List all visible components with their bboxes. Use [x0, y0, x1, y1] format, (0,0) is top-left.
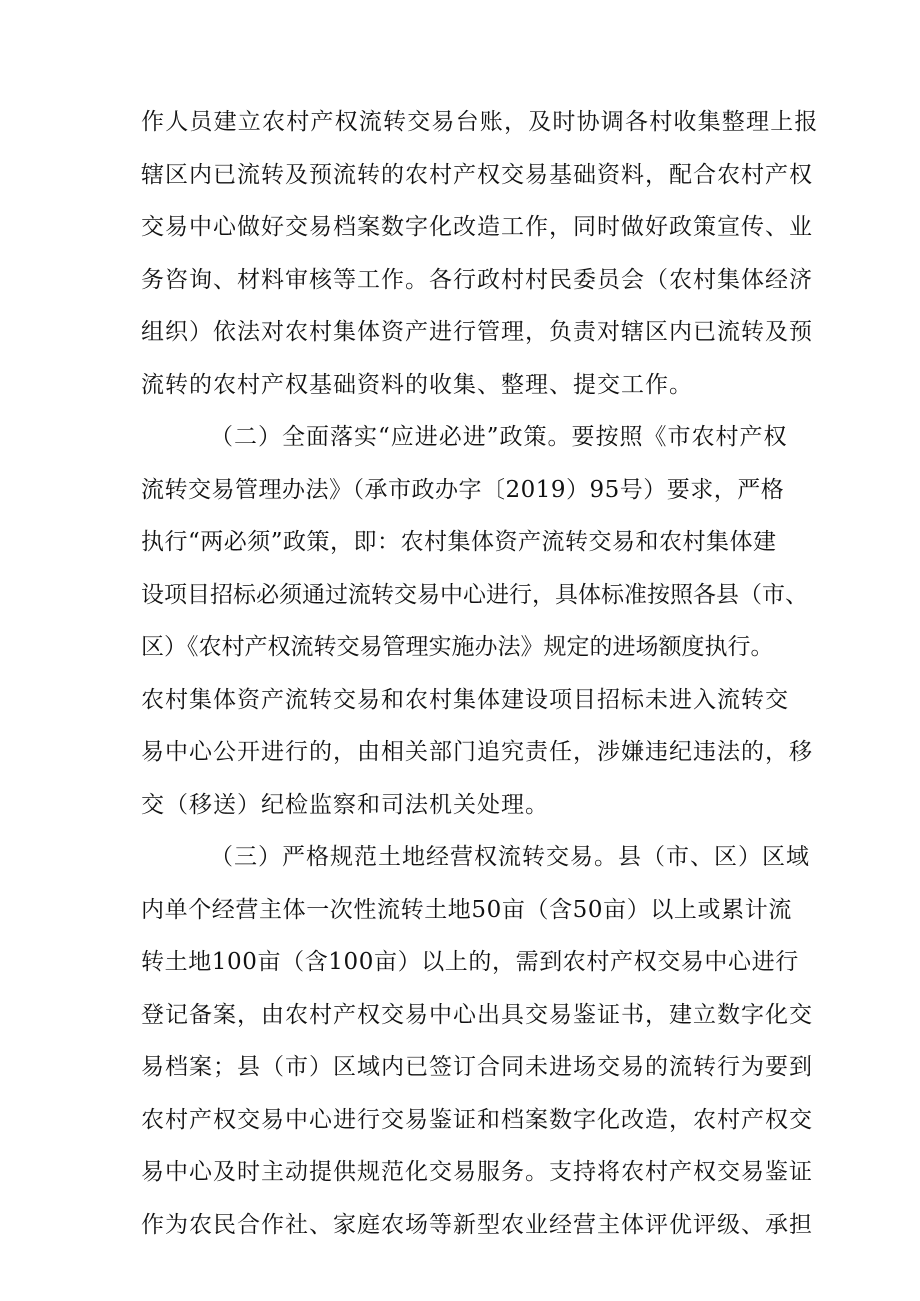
text-line: 执行“两必须”政策，即：农村集体资产流转交易和农村集体建 [141, 529, 777, 555]
text-line: 组织）依法对农村集体资产进行管理，负责对辖区内已流转及预 [141, 319, 813, 345]
text-line: 农村产权交易中心进行交易鉴证和档案数字化改造，农村产权交 [141, 1107, 813, 1133]
text-line: 作为农民合作社、家庭农场等新型农业经营主体评优评级、承担 [141, 1212, 813, 1238]
text-line: 登记备案，由农村产权交易中心出具交易鉴证书，建立数字化交 [141, 1002, 813, 1028]
text-line: 辖区内已流转及预流转的农村产权交易基础资料，配合农村产权 [141, 162, 813, 188]
text-line: 务咨询、材料审核等工作。各行政村村民委员会（农村集体经济 [141, 267, 813, 293]
text-line: 交（移送）纪检监察和司法机关处理。 [141, 792, 549, 818]
text-line: 农村集体资产流转交易和农村集体建设项目招标未进入流转交 [141, 687, 789, 713]
paragraph-heading-3: （三）严格规范土地经营权流转交易。县（市、区）区域 [210, 844, 810, 870]
text-line: 交易中心做好交易档案数字化改造工作，同时做好政策宣传、业 [141, 214, 813, 240]
text-line: 内单个经营主体一次性流转土地50亩（含50亩）以上或累计流 [141, 897, 792, 923]
text-line: 流转交易管理办法》（承市政办字〔2019）95号）要求，严格 [141, 477, 785, 503]
text-line: 区）《农村产权流转交易管理实施办法》规定的进场额度执行。 [141, 634, 774, 660]
text-line: 易中心公开进行的，由相关部门追究责任，涉嫌违纪违法的，移 [141, 739, 813, 765]
text-line: 转土地100亩（含100亩）以上的，需到农村产权交易中心进行 [141, 949, 799, 975]
paragraph-heading-2: （二）全面落实“应进必进”政策。要按照《市农村产权 [210, 424, 788, 450]
text-line: 设项目招标必须通过流转交易中心进行，具体标准按照各县（市、 [141, 582, 808, 608]
text-line: 易档案；县（市）区域内已签订合同未进场交易的流转行为要到 [141, 1054, 813, 1080]
text-line: 流转的农村产权基础资料的收集、整理、提交工作。 [141, 372, 693, 398]
text-line: 易中心及时主动提供规范化交易服务。支持将农村产权交易鉴证 [141, 1159, 813, 1185]
text-line: 作人员建立农村产权流转交易台账，及时协调各村收集整理上报 [141, 109, 819, 135]
